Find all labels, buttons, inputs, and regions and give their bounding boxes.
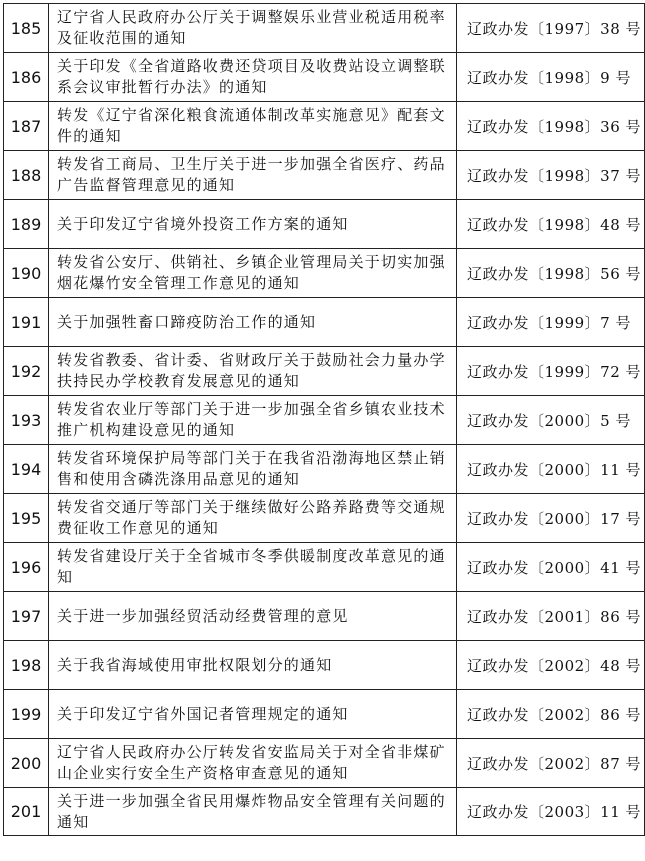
document-number: 辽政办发〔2002〕48 号 <box>457 641 645 690</box>
document-title: 辽宁省人民政府办公厅转发省安监局关于对全省非煤矿山企业实行安全生产资格审查意见的通知 <box>49 739 457 788</box>
row-number: 196 <box>4 543 49 592</box>
document-title: 转发省建设厅关于全省城市冬季供暖制度改革意见的通知 <box>49 543 457 592</box>
table-row <box>4 396 645 445</box>
table-row <box>4 592 645 641</box>
row-number: 188 <box>4 151 49 200</box>
row-number: 198 <box>4 641 49 690</box>
document-title: 转发省公安厅、供销社、乡镇企业管理局关于切实加强烟花爆竹安全管理工作意见的通知 <box>49 249 457 298</box>
document-number: 辽政办发〔1999〕72 号 <box>457 347 645 396</box>
row-number: 185 <box>4 4 49 53</box>
document-title: 转发省交通厅等部门关于继续做好公路养路费等交通规费征收工作意见的通知 <box>49 494 457 543</box>
document-title: 关于印发辽宁省外国记者管理规定的通知 <box>49 690 457 739</box>
table-row <box>4 543 645 592</box>
document-number: 辽政办发〔2000〕17 号 <box>457 494 645 543</box>
document-number: 辽政办发〔2000〕41 号 <box>457 543 645 592</box>
table-row <box>4 4 645 53</box>
table-row <box>4 298 645 347</box>
table-row <box>4 641 645 690</box>
document-number: 辽政办发〔1999〕7 号 <box>457 298 645 347</box>
row-number: 201 <box>4 788 49 836</box>
row-number: 199 <box>4 690 49 739</box>
table-row <box>4 445 645 494</box>
document-number: 辽政办发〔1998〕56 号 <box>457 249 645 298</box>
document-title: 关于印发辽宁省境外投资工作方案的通知 <box>49 200 457 249</box>
document-title: 转发《辽宁省深化粮食流通体制改革实施意见》配套文件的通知 <box>49 102 457 151</box>
table-row <box>4 739 645 788</box>
table-row <box>4 53 645 102</box>
row-number: 187 <box>4 102 49 151</box>
document-title: 转发省教委、省计委、省财政厅关于鼓励社会力量办学扶持民办学校教育发展意见的通知 <box>49 347 457 396</box>
document-title: 辽宁省人民政府办公厅关于调整娱乐业营业税适用税率及征收范围的通知 <box>49 4 457 53</box>
row-number: 191 <box>4 298 49 347</box>
table-row <box>4 102 645 151</box>
table-row <box>4 347 645 396</box>
row-number: 189 <box>4 200 49 249</box>
row-number: 197 <box>4 592 49 641</box>
row-number: 186 <box>4 53 49 102</box>
table-row <box>4 200 645 249</box>
document-title: 关于加强牲畜口蹄疫防治工作的通知 <box>49 298 457 347</box>
document-title: 关于进一步加强经贸活动经费管理的意见 <box>49 592 457 641</box>
table-row <box>4 494 645 543</box>
document-number: 辽政办发〔2003〕11 号 <box>457 788 645 836</box>
row-number: 195 <box>4 494 49 543</box>
table-row <box>4 151 645 200</box>
document-title: 关于印发《全省道路收费还贷项目及收费站设立调整联系会议审批暂行办法》的通知 <box>49 53 457 102</box>
table-row <box>4 690 645 739</box>
document-number: 辽政办发〔1997〕38 号 <box>457 4 645 53</box>
document-number: 辽政办发〔2002〕87 号 <box>457 739 645 788</box>
document-number: 辽政办发〔2002〕86 号 <box>457 690 645 739</box>
row-number: 192 <box>4 347 49 396</box>
document-number: 辽政办发〔1998〕36 号 <box>457 102 645 151</box>
row-number: 200 <box>4 739 49 788</box>
document-title: 转发省环境保护局等部门关于在我省沿渤海地区禁止销售和使用含磷洗涤用品意见的通知 <box>49 445 457 494</box>
document-number: 辽政办发〔2000〕11 号 <box>457 445 645 494</box>
row-number: 194 <box>4 445 49 494</box>
document-title: 转发省工商局、卫生厅关于进一步加强全省医疗、药品广告监督管理意见的通知 <box>49 151 457 200</box>
document-title: 关于我省海域使用审批权限划分的通知 <box>49 641 457 690</box>
document-title: 关于进一步加强全省民用爆炸物品安全管理有关问题的通知 <box>49 788 457 836</box>
document-number: 辽政办发〔1998〕48 号 <box>457 200 645 249</box>
table-row <box>4 788 645 836</box>
row-number: 193 <box>4 396 49 445</box>
row-number: 190 <box>4 249 49 298</box>
document-table <box>3 3 645 836</box>
table-row <box>4 249 645 298</box>
document-number: 辽政办发〔2001〕86 号 <box>457 592 645 641</box>
document-number: 辽政办发〔1998〕9 号 <box>457 53 645 102</box>
document-title: 转发省农业厅等部门关于进一步加强全省乡镇农业技术推广机构建设意见的通知 <box>49 396 457 445</box>
document-number: 辽政办发〔2000〕5 号 <box>457 396 645 445</box>
document-number: 辽政办发〔1998〕37 号 <box>457 151 645 200</box>
